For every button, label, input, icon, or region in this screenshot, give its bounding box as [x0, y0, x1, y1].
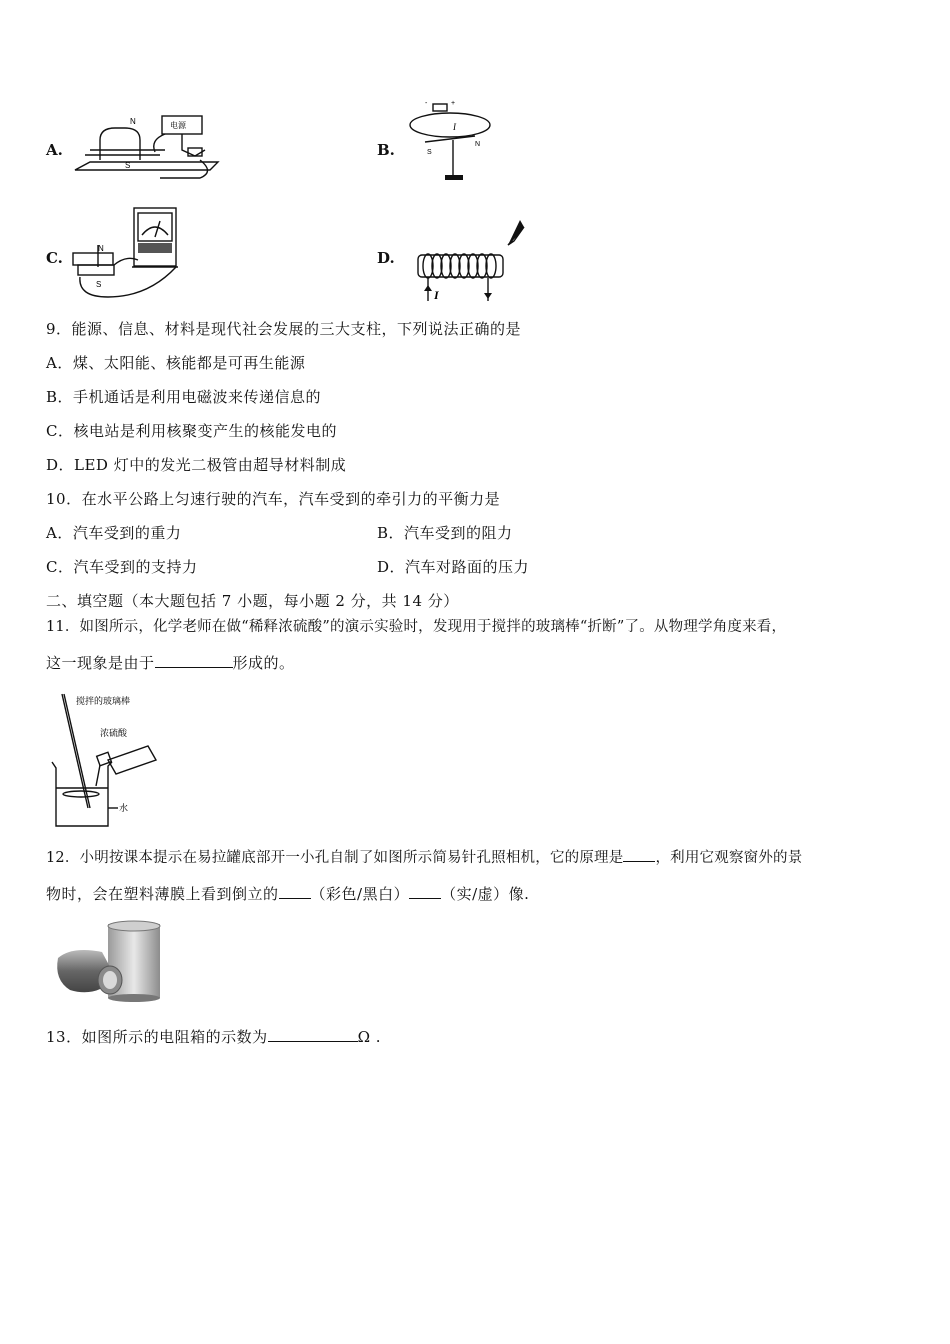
q12-line2-b: （彩色/黑白）	[310, 885, 410, 903]
q12-color-blank[interactable]	[279, 884, 311, 899]
q12-line1	[46, 847, 802, 868]
fig-d-i-label: I	[434, 288, 439, 302]
fig-b-n-label: N	[475, 141, 481, 148]
q13-line	[46, 1027, 381, 1047]
svg-text:+: +	[451, 100, 456, 107]
q13-text-b: Ω .	[357, 1028, 382, 1046]
q11-line2	[46, 653, 295, 673]
figure-option-b	[405, 100, 505, 185]
fig-b-s-label: S	[427, 149, 432, 156]
fig-c-s-label: S	[96, 280, 102, 289]
q11-beaker-figure	[48, 690, 173, 830]
q9-option-d: D．LED 灯中的发光二极管由超导材料制成	[46, 456, 347, 474]
fig-a-box-text: 电源	[170, 121, 186, 130]
figure-option-d	[410, 215, 535, 305]
q9-option-a: A．煤、太阳能、核能都是可再生能源	[46, 354, 306, 372]
q11-fig-acid-label: 浓硫酸	[100, 729, 128, 739]
q10-option-c: C．汽车受到的支持力	[46, 558, 198, 576]
q9-stem: 9．能源、信息、材料是现代社会发展的三大支柱，下列说法正确的是	[46, 320, 522, 338]
fig-b-i-label: I	[453, 122, 456, 132]
q10-option-d: D．汽车对路面的压力	[377, 558, 530, 576]
fig-c-n-label: N	[98, 244, 104, 253]
svg-text:-: -	[425, 100, 428, 107]
q10-stem: 10．在水平公路上匀速行驶的汽车，汽车受到的牵引力的平衡力是	[46, 490, 501, 508]
q11-fig-rod-label: 搅拌的玻璃棒	[76, 697, 131, 707]
figure-option-c	[68, 205, 188, 303]
fig-a-n-label: N	[130, 117, 136, 126]
option-d-label: D.	[377, 249, 395, 267]
q13-answer-blank[interactable]	[268, 1027, 358, 1042]
option-c-label: C.	[46, 249, 63, 267]
q9-option-b: B．手机通话是利用电磁波来传递信息的	[46, 388, 322, 406]
q12-line1-a: 12．小明按课本提示在易拉罐底部开一小孔自制了如图所示简易针孔照相机，它的原理是	[46, 850, 624, 866]
q12-line2-a: 物时，会在塑料薄膜上看到倒立的	[46, 885, 279, 903]
q11-fig-water-label: 水	[119, 804, 129, 814]
figure-option-a	[70, 110, 220, 180]
q12-line2-c: （实/虚）像.	[441, 885, 530, 903]
q11-line2-a: 这一现象是由于	[46, 654, 155, 672]
q10-option-a: A．汽车受到的重力	[46, 524, 182, 542]
section2-title: 二、填空题（本大题包括 7 小题，每小题 2 分，共 14 分）	[46, 592, 459, 610]
fig-a-s-label: S	[125, 161, 131, 170]
q11-answer-blank[interactable]	[155, 653, 233, 668]
q11-line1: 11．如图所示，化学老师在做“稀释浓硫酸”的演示实验时，发现用于搅拌的玻璃棒“折断”了。从物理学角度来看，	[46, 619, 787, 635]
q11-line2-b: 形成的。	[232, 654, 295, 672]
option-b-label: B.	[377, 141, 395, 159]
option-a-label: A.	[46, 141, 63, 159]
q13-text-a: 13．如图所示的电阻箱的示数为	[46, 1028, 268, 1046]
q12-line1-b: ，利用它观察窗外的景	[655, 850, 803, 866]
q12-line2	[46, 884, 529, 904]
q12-pinhole-camera-photo	[52, 918, 172, 1003]
q9-option-c: C．核电站是利用核聚变产生的核能发电的	[46, 422, 337, 440]
q10-option-b: B．汽车受到的阻力	[377, 524, 513, 542]
q12-principle-blank[interactable]	[623, 847, 655, 862]
q12-image-type-blank[interactable]	[409, 884, 441, 899]
